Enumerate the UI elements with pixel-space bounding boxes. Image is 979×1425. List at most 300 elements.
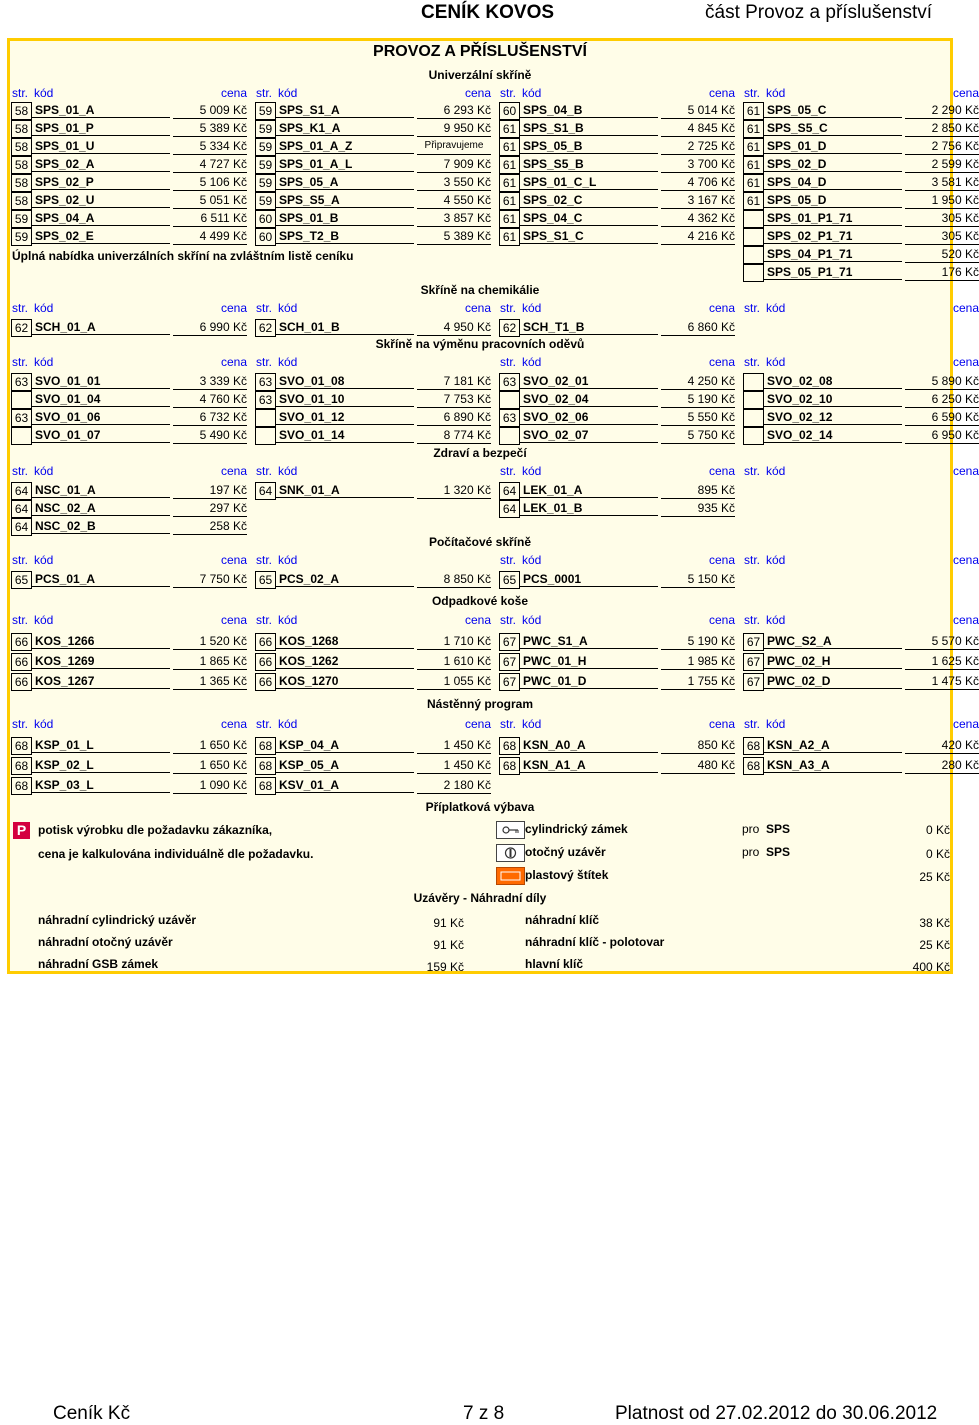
product-code: SPS_02_A [32,156,170,172]
page-number: 58 [11,192,32,210]
product-price: 1 320 Kč [417,482,491,499]
col-header-code: kód [278,553,298,567]
page-number: 59 [11,228,32,246]
table-row [10,409,979,428]
product-code: SPS_01_B [276,210,414,226]
product-code: SPS_04_D [764,174,902,190]
table-row [10,777,956,796]
page-number [743,210,764,228]
col-header-price: cena [708,553,735,567]
product-price: 1 865 Kč [173,653,247,670]
page-number: 59 [255,102,276,120]
page-number: 68 [11,777,32,795]
product-code: SPS_K1_A [276,120,414,136]
product-price: 6 860 Kč [661,319,735,336]
product-price: 3 167 Kč [661,192,735,209]
product-code: SPS_S5_A [276,192,414,208]
section-title-health: Zdraví a bezpečí [433,446,527,460]
product-code: LEK_01_A [520,482,658,498]
col-header-code: kód [522,86,542,100]
product-price: 1 610 Kč [417,653,491,670]
page-number [743,228,764,246]
col-header-price: cena [952,86,979,100]
col-header-code: kód [522,717,542,731]
col-header-page: str. [744,464,761,478]
col-header-code: kód [522,301,542,315]
col-header-price: cena [220,355,247,369]
page-number [255,409,276,427]
product-code: SVO_02_12 [764,409,902,425]
col-header-code: kód [766,464,786,478]
product-price: 4 499 Kč [173,228,247,245]
product-price: 2 725 Kč [661,138,735,155]
column-header-row [10,299,979,317]
extra-item-label: cylindrický zámek [525,822,628,836]
col-header-page: str. [12,86,29,100]
product-code: SPS_04_B [520,102,658,118]
lock-part-price: 38 Kč [919,916,950,930]
product-price: 8 850 Kč [417,571,491,588]
product-code: SVO_01_10 [276,391,414,407]
col-header-page: str. [12,613,29,627]
table-row [10,319,956,338]
product-price: 305 Kč [905,228,979,245]
col-header-code: kód [278,86,298,100]
col-header-code: kód [766,613,786,627]
column-header-row [10,551,979,569]
product-price: 5 550 Kč [661,409,735,426]
col-header-code: kód [766,301,786,315]
col-header-code: kód [766,553,786,567]
table-row [10,102,979,121]
table-row [10,120,979,139]
product-price: 7 750 Kč [173,571,247,588]
page-number: 66 [11,673,32,691]
extra-item-price: 0 Kč [925,823,950,837]
product-code: KSP_04_A [276,737,414,753]
col-header-page: str. [500,613,517,627]
page-number: 58 [11,138,32,156]
product-code: SVO_02_08 [764,373,902,389]
product-price: 6 732 Kč [173,409,247,426]
product-price: 5 106 Kč [173,174,247,191]
product-price: 4 706 Kč [661,174,735,191]
page-number: 68 [499,757,520,775]
page-number: 60 [255,210,276,228]
product-price: 2 599 Kč [905,156,979,173]
page-number: 61 [743,174,764,192]
page-number: 63 [11,409,32,427]
product-code: KSP_02_L [32,757,170,773]
page-number: 62 [255,319,276,337]
page-number: 68 [255,777,276,795]
page-number [743,409,764,427]
lock-part-label: náhradní klíč - polotovar [525,935,665,949]
page-number: 61 [743,138,764,156]
lock-part-price: 91 Kč [433,916,464,930]
col-header-page: str. [744,355,761,369]
col-header-code: kód [278,355,298,369]
page-number [11,427,32,445]
section-title-chemical: Skříně na chemikálie [420,283,540,297]
page-number [743,264,764,282]
product-code: NSC_02_A [32,500,170,516]
product-code: KSP_03_L [32,777,170,793]
page-number: 64 [11,500,32,518]
col-header-price: cena [464,613,491,627]
product-price: 6 293 Kč [417,102,491,119]
product-price: 5 051 Kč [173,192,247,209]
page-number: 68 [743,757,764,775]
column-header-row [10,611,979,629]
table-row [10,757,979,776]
footer-validity: Platnost od 27.02.2012 do 30.06.2012 [615,1403,938,1424]
product-code: SCH_T1_B [520,319,658,335]
col-header-code: kód [34,717,54,731]
col-header-code: kód [522,613,542,627]
page-number: 59 [255,174,276,192]
product-price: 4 216 Kč [661,228,735,245]
section-title-locks: Uzávěry - Náhradní díly [413,891,547,905]
product-price: 4 362 Kč [661,210,735,227]
product-code: KOS_1262 [276,653,414,669]
product-price: 297 Kč [173,500,247,517]
col-header-price: cena [952,613,979,627]
product-price: 5 150 Kč [661,571,735,588]
product-code: SPS_05_B [520,138,658,154]
price-list-title: CENÍK KOVOS [421,2,555,23]
product-price: 1 520 Kč [173,633,247,650]
table-row [10,156,979,175]
page-number: 62 [499,319,520,337]
col-header-page: str. [500,355,517,369]
product-code: SVO_02_04 [520,391,658,407]
product-code: PWC_01_H [520,653,658,669]
product-price: 5 334 Kč [173,138,247,155]
product-code: SPS_S1_A [276,102,414,118]
table-row [10,737,979,756]
page-number: 61 [499,174,520,192]
product-price: 6 590 Kč [905,409,979,426]
page-number: 67 [743,673,764,691]
page-number: 63 [499,409,520,427]
product-price: 420 Kč [905,737,979,754]
product-price: 1 650 Kč [173,737,247,754]
product-price: 305 Kč [905,210,979,227]
col-header-page: str. [500,301,517,315]
product-code: SVO_01_08 [276,373,414,389]
product-price: 4 760 Kč [173,391,247,408]
page-number: 58 [11,102,32,120]
col-header-page: str. [12,301,29,315]
product-price: 1 710 Kč [417,633,491,650]
col-header-page: str. [744,86,761,100]
product-price: 1 950 Kč [905,192,979,209]
p-badge-icon: P [13,822,30,839]
table-row [10,138,979,157]
section-title-bins: Odpadkové koše [431,594,529,608]
page-number: 61 [743,192,764,210]
product-code: SPS_01_P1_71 [764,210,902,226]
extras-line-2: cena je kalkulována individuálně dle požadavku. [38,847,314,861]
product-code: KSP_05_A [276,757,414,773]
column-header-row [10,84,979,102]
page-number: 63 [499,373,520,391]
product-code: SPS_01_A_L [276,156,414,172]
product-code: SVO_01_12 [276,409,414,425]
col-header-price: cena [220,301,247,315]
product-code: SPS_02_E [32,228,170,244]
product-code: SPS_01_A_Z [276,138,414,154]
col-header-code: kód [766,717,786,731]
product-code: SVO_01_06 [32,409,170,425]
page-number: 66 [11,653,32,671]
product-code: SVO_01_14 [276,427,414,443]
footer-page: 7 z 8 [463,1403,505,1424]
page-number: 61 [743,156,764,174]
product-price: 1 625 Kč [905,653,979,670]
page-number: 66 [255,653,276,671]
product-price: Připravujeme [417,138,491,155]
product-price: 520 Kč [905,246,979,263]
page-number: 67 [499,653,520,671]
page-number: 58 [11,174,32,192]
product-price: 3 857 Kč [417,210,491,227]
product-code: SPS_02_D [764,156,902,172]
table-row [10,500,956,519]
table-row [10,653,979,672]
product-code: SPS_01_A [32,102,170,118]
table-row [10,482,956,501]
product-code: NSC_02_B [32,518,170,534]
product-code: SPS_S1_B [520,120,658,136]
lock-part-label: hlavní klíč [525,957,584,971]
product-code: SVO_02_14 [764,427,902,443]
col-header-page: str. [256,464,273,478]
product-price: 197 Kč [173,482,247,499]
table-row [10,210,979,229]
col-header-price: cena [952,717,979,731]
page-number: 61 [499,192,520,210]
col-header-code: kód [278,301,298,315]
page-number: 68 [11,757,32,775]
column-header-row [10,462,979,480]
page-number [743,427,764,445]
page-number: 68 [255,737,276,755]
page-number: 65 [11,571,32,589]
col-header-page: str. [256,301,273,315]
product-price: 895 Kč [661,482,735,499]
product-code: SPS_02_P [32,174,170,190]
page-number: 67 [743,653,764,671]
product-code: SPS_04_A [32,210,170,226]
product-price: 480 Kč [661,757,735,774]
col-header-page: str. [12,355,29,369]
table-row [10,427,979,446]
product-code: SCH_01_A [32,319,170,335]
product-price: 1 450 Kč [417,737,491,754]
col-header-code: kód [522,464,542,478]
page-number: 64 [499,500,520,518]
col-header-page: str. [12,717,29,731]
col-header-page: str. [744,613,761,627]
price-table-frame [7,38,979,974]
product-code: PWC_02_D [764,673,902,689]
product-code: SNK_01_A [276,482,414,498]
lock-part-label: náhradní klíč [525,913,600,927]
product-price: 2 180 Kč [417,777,491,794]
page-number [743,391,764,409]
page-number: 59 [255,138,276,156]
col-header-price: cena [220,717,247,731]
table-row [10,192,979,211]
product-price: 1 365 Kč [173,673,247,690]
extra-item-model: SPS [766,845,791,859]
extra-item-model: SPS [766,822,791,836]
page-number: 66 [11,633,32,651]
product-code: PWC_01_D [520,673,658,689]
product-code: SPS_01_U [32,138,170,154]
product-code: SVO_01_04 [32,391,170,407]
product-price: 7 753 Kč [417,391,491,408]
page-number: 59 [255,120,276,138]
col-header-price: cena [220,464,247,478]
page-number: 60 [255,228,276,246]
table-row [10,246,979,265]
col-header-price: cena [708,355,735,369]
product-code: SPS_04_C [520,210,658,226]
product-code: PWC_02_H [764,653,902,669]
product-price: 3 339 Kč [173,373,247,390]
table-row [10,391,979,410]
col-header-code: kód [34,86,54,100]
product-price: 4 250 Kč [661,373,735,390]
page-number [499,427,520,445]
col-header-code: kód [522,355,542,369]
page-number: 61 [499,120,520,138]
page-number: 67 [499,673,520,691]
col-header-page: str. [256,717,273,731]
product-price: 6 250 Kč [905,391,979,408]
product-code: KSP_01_L [32,737,170,753]
product-code: SPS_S5_C [764,120,902,136]
table-row [10,633,979,652]
col-header-page: str. [256,86,273,100]
col-header-page: str. [12,553,29,567]
table-row [10,571,956,590]
product-code: LEK_01_B [520,500,658,516]
section-title-extras: Příplatková výbava [425,800,535,814]
product-price: 5 190 Kč [661,391,735,408]
page-number: 67 [743,633,764,651]
col-header-code: kód [278,464,298,478]
product-price: 176 Kč [905,264,979,281]
col-header-page: str. [500,464,517,478]
page-number: 65 [255,571,276,589]
product-price: 1 650 Kč [173,757,247,774]
page-number: 59 [255,192,276,210]
rotary-lock-icon [496,844,525,862]
page-number: 68 [11,737,32,755]
page-number: 68 [743,737,764,755]
product-code: KSN_A1_A [520,757,658,773]
table-row [10,174,979,193]
col-header-page: str. [500,86,517,100]
product-price: 3 550 Kč [417,174,491,191]
product-price: 5 014 Kč [661,102,735,119]
cylinder-lock-icon [496,821,525,839]
col-header-page: str. [744,553,761,567]
product-price: 4 950 Kč [417,319,491,336]
product-price: 280 Kč [905,757,979,774]
page-number: 67 [499,633,520,651]
page-number: 61 [499,210,520,228]
col-header-price: cena [952,355,979,369]
product-code: KOS_1270 [276,673,414,689]
product-code: SPS_02_U [32,192,170,208]
page-number [11,391,32,409]
product-code: PWC_S2_A [764,633,902,649]
product-code: KOS_1266 [32,633,170,649]
col-header-price: cena [708,717,735,731]
product-price: 6 890 Kč [417,409,491,426]
page-number: 63 [255,391,276,409]
section-title-clothes: Skříně na výměnu pracovních oděvů [375,337,585,351]
product-code: PCS_0001 [520,571,658,587]
col-header-price: cena [220,553,247,567]
col-header-price: cena [708,301,735,315]
footer-currency: Ceník Kč [53,1403,131,1424]
extra-item-label: otočný uzávěr [525,845,606,859]
product-price: 2 290 Kč [905,102,979,119]
page-number: 59 [255,156,276,174]
lock-part-label: náhradní otočný uzávěr [38,935,173,949]
product-price: 7 909 Kč [417,156,491,173]
page-number: 65 [499,571,520,589]
page-number [743,246,764,264]
page-number: 61 [743,102,764,120]
product-code: SVO_02_10 [764,391,902,407]
col-header-price: cena [464,301,491,315]
page-number: 68 [499,737,520,755]
col-header-page: str. [256,613,273,627]
product-price: 5 190 Kč [661,633,735,650]
product-price: 3 700 Kč [661,156,735,173]
col-header-page: str. [256,355,273,369]
page-number: 61 [743,120,764,138]
product-code: KOS_1267 [32,673,170,689]
product-code: KOS_1268 [276,633,414,649]
extras-line-1: potisk výrobku dle požadavku zákazníka, [38,823,273,837]
col-header-price: cena [708,86,735,100]
page-number: 61 [499,138,520,156]
product-price: 1 450 Kč [417,757,491,774]
product-price: 8 774 Kč [417,427,491,444]
table-row [10,673,979,692]
page-number: 61 [499,156,520,174]
product-price: 258 Kč [173,518,247,535]
product-price: 1 985 Kč [661,653,735,670]
product-price: 2 756 Kč [905,138,979,155]
product-code: PWC_S1_A [520,633,658,649]
product-price: 4 550 Kč [417,192,491,209]
col-header-price: cena [464,86,491,100]
product-price: 9 950 Kč [417,120,491,137]
page-number: 66 [255,673,276,691]
page-number: 61 [499,228,520,246]
product-code: PCS_02_A [276,571,414,587]
col-header-code: kód [34,301,54,315]
